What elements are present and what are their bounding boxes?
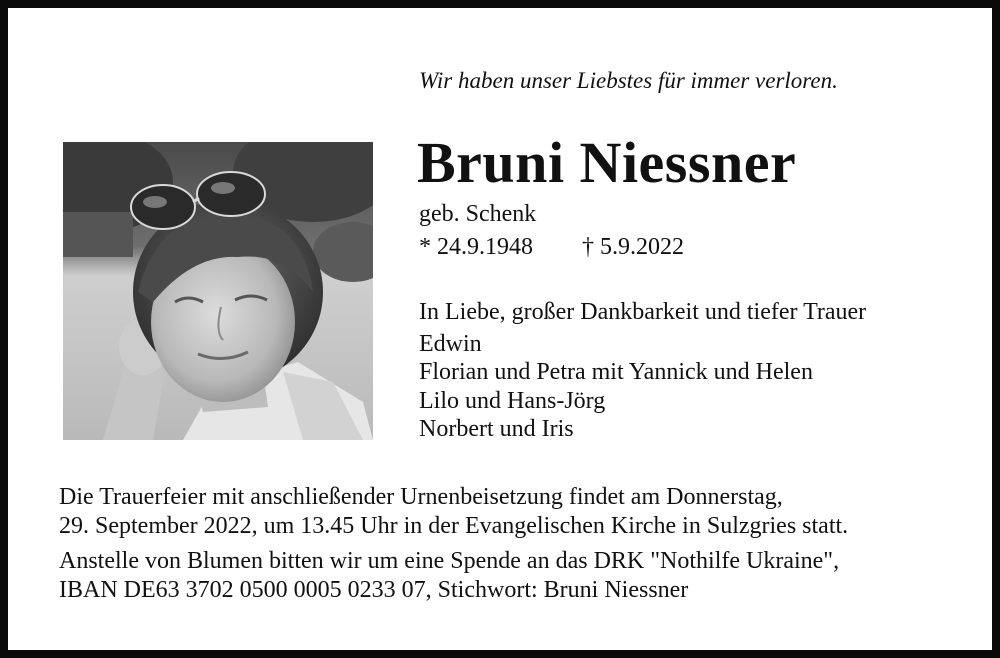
ceremony-line: 29. September 2022, um 13.45 Uhr in der Evangelischen Kirche in Sulzgries statt. (59, 513, 849, 539)
birth-date: * 24.9.1948 (419, 234, 533, 260)
death-date: † 5.9.2022 (582, 234, 684, 260)
mourners-block (419, 298, 866, 444)
deceased-name: Bruni Niessner (417, 130, 797, 195)
ceremony-notice (59, 483, 848, 605)
mourner-name: Norbert und Iris (419, 416, 574, 442)
mourner-name: Lilo und Hans-Jörg (419, 387, 606, 414)
motto-text: Wir haben unser Liebstes für immer verloren. (419, 68, 838, 93)
maiden-name: geb. Schenk (419, 201, 537, 227)
ceremony-line: Die Trauerfeier mit anschließender Urnenbeisetzung findet am Donnerstag, (59, 484, 783, 510)
portrait-photo (63, 142, 373, 440)
mourning-intro: In Liebe, großer Dankbarkeit und tiefer Trauer (419, 299, 867, 325)
mourner-name: Florian und Petra mit Yannick und Helen (419, 359, 813, 385)
portrait-image (63, 142, 373, 440)
life-dates (419, 232, 684, 262)
donation-line: IBAN DE63 3702 0500 0005 0233 07, Stichwort: Bruni Niessner (59, 577, 689, 603)
donation-line: Anstelle von Blumen bitten wir um eine Spende an das DRK "Nothilfe Ukraine", (59, 548, 840, 574)
mourner-name: Edwin (419, 330, 482, 357)
